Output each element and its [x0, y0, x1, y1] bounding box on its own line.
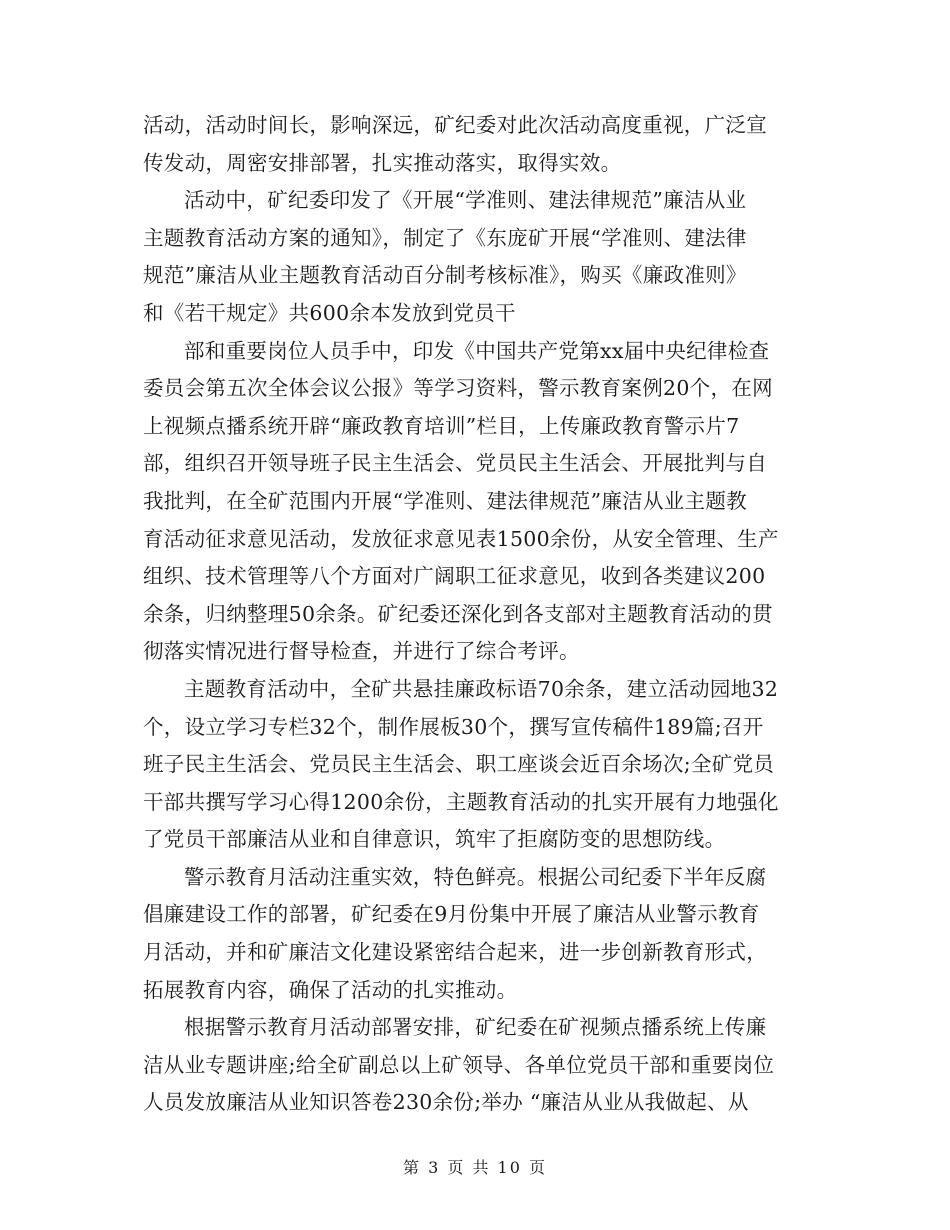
- text-line: 规范”廉洁从业主题教育活动百分制考核标准》，购买《廉政准则》: [143, 263, 747, 288]
- text-line: 余条，归纳整理50余条。矿纪委还深化到各支部对主题教育活动的贯: [143, 601, 773, 626]
- text-line: 部，组织召开领导班子民主生活会、党员民主生活会、开展批判与自: [143, 451, 767, 476]
- text-line: 组织、技术管理等八个方面对广阔职工征求意见，收到各类建议200: [143, 564, 766, 589]
- text-line: 拓展教育内容，确保了活动的扎实推动。: [143, 977, 518, 1002]
- page-footer: 第 3 页 共 10 页: [403, 1158, 547, 1177]
- text-line: 干部共撰写学习心得1200余份，主题教育活动的扎实开展有力地强化: [143, 789, 779, 814]
- text-line: 部和重要岗位人员手中，印发《中国共产党第xx届中央纪律检查: [184, 338, 770, 363]
- text-line: 警示教育月活动注重实效，特色鲜亮。根据公司纪委下半年反腐: [184, 864, 767, 889]
- paragraph: [143, 107, 808, 182]
- text-line: 人员发放廉洁从业知识答卷230余份;举办 “廉洁从业从我做起、从: [143, 1090, 749, 1115]
- text-line: 委员会第五次全体会议公报》等学习资料，警示教育案例20个，在网: [143, 376, 773, 401]
- document-body: [143, 107, 808, 1122]
- text-line: 主题教育活动中，全矿共悬挂廉政标语70余条，建立活动园地32: [184, 676, 779, 701]
- text-line: 彻落实情况进行督导检查，并进行了综合考评。: [143, 639, 580, 664]
- text-line: 育活动征求意见活动，发放征求意见表1500余份，从安全管理、生产: [143, 526, 779, 551]
- text-line: 我批判，在全矿范围内开展“学准则、建法律规范”廉洁从业主题教: [143, 488, 747, 513]
- text-line: 了党员干部廉洁从业和自律意识，筑牢了拒腐防变的思想防线。: [143, 827, 726, 852]
- paragraph: [143, 333, 808, 671]
- text-line: 个，设立学习专栏32个，制作展板30个，撰写宣传稿件189篇;召开: [143, 714, 764, 739]
- text-line: 和《若干规定》共600余本发放到党员干: [143, 300, 516, 325]
- text-line: 传发动，周密安排部署，扎实推动落实，取得实效。: [143, 150, 622, 175]
- text-line: 活动中，矿纪委印发了《开展“学准则、建法律规范”廉洁从业: [184, 188, 747, 213]
- paragraph: [143, 859, 808, 1009]
- text-line: 主题教育活动方案的通知》，制定了《东庞矿开展“学准则、建法律: [143, 225, 747, 250]
- text-line: 活动，活动时间长，影响深远，矿纪委对此次活动高度重视，广泛宣: [143, 113, 767, 137]
- text-line: 倡廉建设工作的部署，矿纪委在9月份集中开展了廉洁从业警示教育: [143, 902, 760, 927]
- paragraph: [143, 182, 808, 332]
- text-line: 月活动，并和矿廉洁文化建设紧密结合起来，进一步创新教育形式，: [143, 940, 767, 965]
- text-line: 根据警示教育月活动部署安排，矿纪委在矿视频点播系统上传廉: [184, 1015, 767, 1040]
- text-line: 上视频点播系统开辟“廉政教育培训”栏目，上传廉政教育警示片7: [143, 413, 740, 438]
- text-line: 班子民主生活会、党员民主生活会、职工座谈会近百余场次;全矿党员: [143, 752, 775, 777]
- text-line: 洁从业专题讲座;给全矿副总以上矿领导、各单位党员干部和重要岗位: [143, 1052, 775, 1077]
- paragraph: [143, 1009, 808, 1122]
- paragraph: [143, 671, 808, 859]
